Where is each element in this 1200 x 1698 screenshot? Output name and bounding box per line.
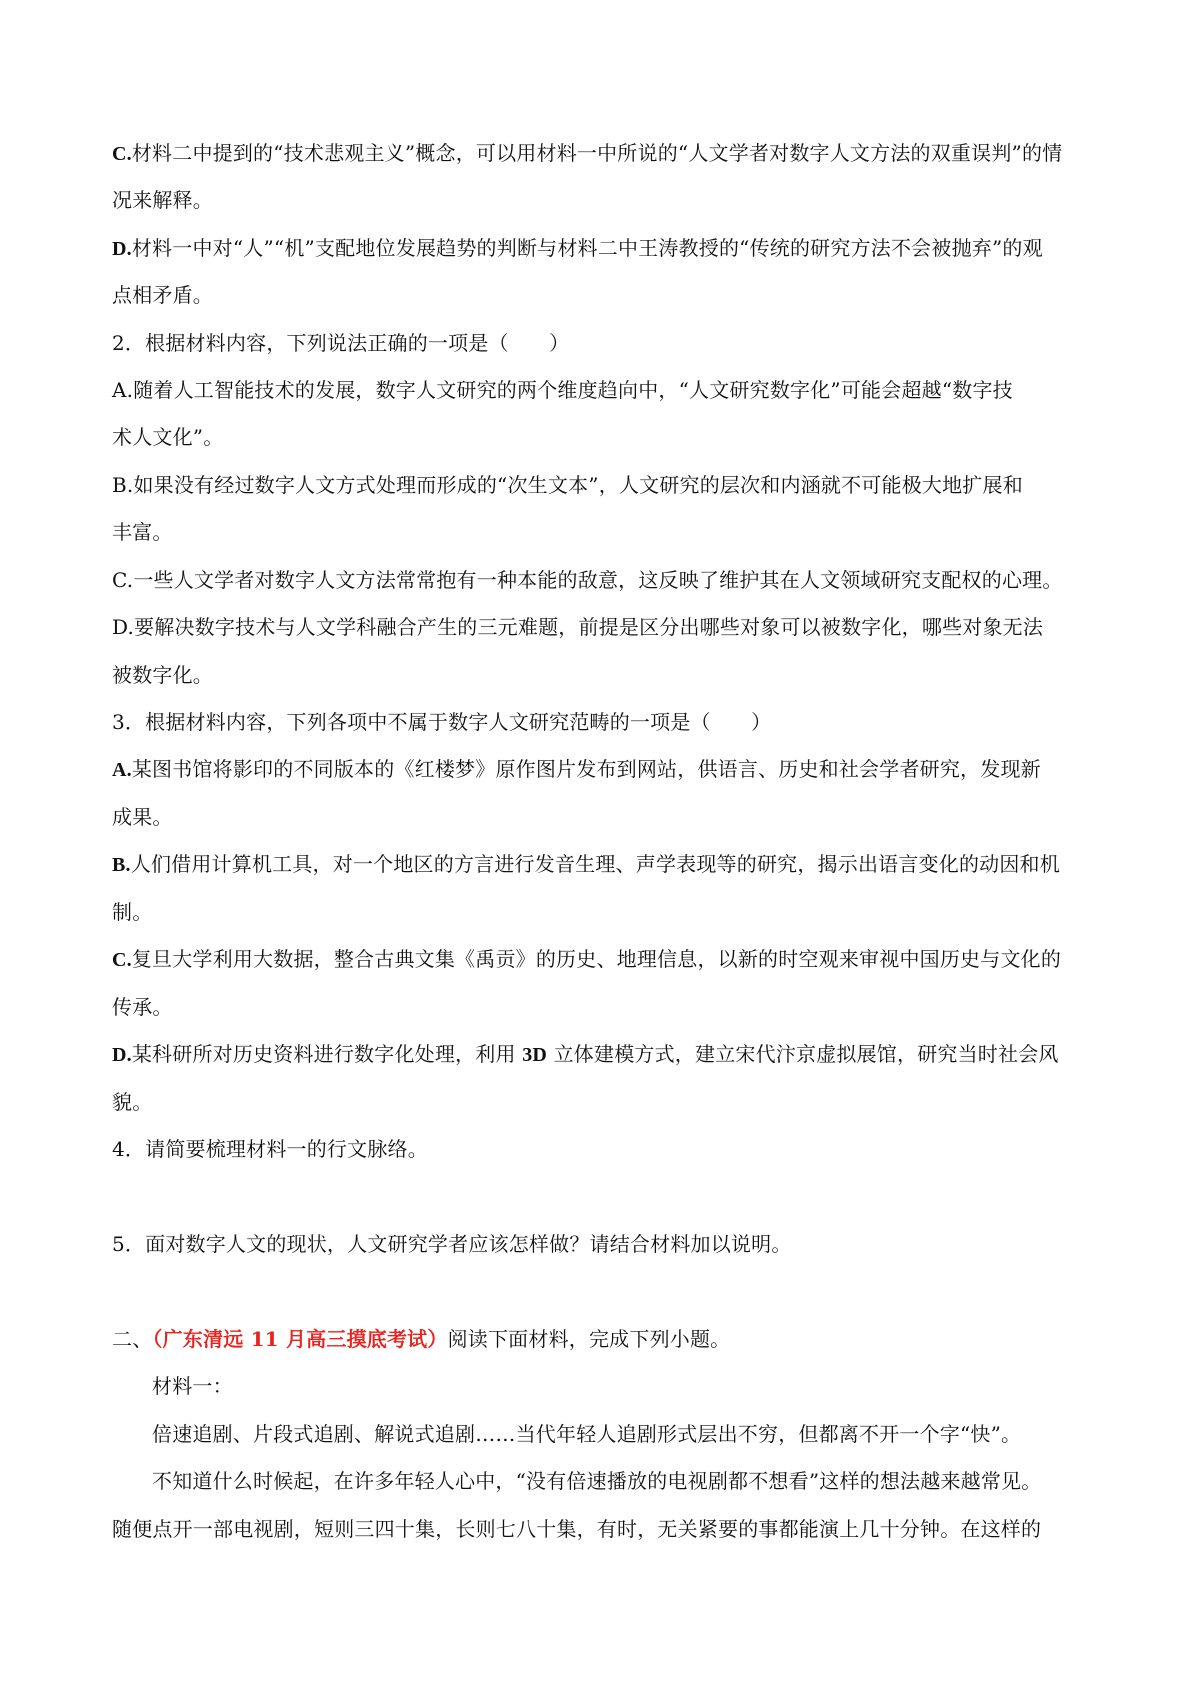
q3-option-d-line2: 貌。 xyxy=(112,1090,153,1114)
q1-option-d-line2: 点相矛盾。 xyxy=(112,283,213,307)
q2-option-d-line2: 被数字化。 xyxy=(112,663,213,687)
option-text: 立体建模方式，建立宋代汴京虚拟展馆，研究当时社会风 xyxy=(547,1042,1059,1066)
option-text: 材料二中提到的“技术悲观主义”概念，可以用材料一中所说的“人文学者对数字人文方法的双重误判”的情 xyxy=(131,141,1063,165)
q3-option-b-line1 xyxy=(112,849,1102,880)
q2-option-b-line2: 丰富。 xyxy=(112,520,173,544)
q3-option-a-line1 xyxy=(112,754,1102,785)
option-letter: D. xyxy=(112,238,132,260)
option-text-bold: 3D xyxy=(522,1044,548,1066)
q5-stem: 5．面对数字人文的现状，人文研究学者应该怎样做？请结合材料加以说明。 xyxy=(112,1232,792,1256)
q2-option-d-line1: D.要解决数字技术与人文学科融合产生的三元难题，前提是区分出哪些对象可以被数字化，哪些对象无法 xyxy=(112,615,1044,639)
q3-option-c-line2: 传承。 xyxy=(112,995,173,1019)
option-letter: C. xyxy=(112,949,132,971)
q1-option-d-line1 xyxy=(112,233,1102,264)
q2-option-b-line1: B.如果没有经过数字人文方式处理而形成的“次生文本”，人文研究的层次和内涵就不可能极大地扩展和 xyxy=(112,473,1023,497)
q4-stem: 4．请简要梳理材料一的行文脉络。 xyxy=(112,1137,428,1161)
exam-source: （广东清远 11 月高三摸底考试） xyxy=(152,1327,448,1351)
option-text: 某图书馆将影印的不同版本的《红楼梦》原作图片发布到网站，供语言、历史和社会学者研究，发现新 xyxy=(131,757,1041,781)
section-number: 二、 xyxy=(112,1327,153,1351)
q2-option-a-line2: 术人文化”。 xyxy=(112,425,224,449)
q1-option-c-line2: 况来解释。 xyxy=(112,188,213,212)
q1-option-c-line1 xyxy=(112,138,1102,169)
q3-stem: 3．根据材料内容，下列各项中不属于数字人文研究范畴的一项是（ ） xyxy=(112,710,772,734)
option-letter: D. xyxy=(112,1044,132,1066)
q3-option-d-line1 xyxy=(112,1039,1102,1070)
option-letter: C. xyxy=(112,143,132,165)
option-letter: B. xyxy=(112,854,131,876)
material-label: 材料一： xyxy=(152,1374,233,1398)
option-letter: A. xyxy=(112,759,132,781)
option-text: 某科研所对历史资料进行数字化处理，利用 xyxy=(131,1042,523,1066)
section-instruction: 阅读下面材料，完成下列小题。 xyxy=(447,1327,731,1351)
q2-stem: 2．根据材料内容，下列说法正确的一项是（ ） xyxy=(112,331,570,355)
q3-option-a-line2: 成果。 xyxy=(112,805,173,829)
material-paragraph-2-line1: 不知道什么时候起，在许多年轻人心中，“没有倍速播放的电视剧都不想看”这样的想法越来越常见。 xyxy=(152,1469,1042,1493)
q2-option-c-line1: C.一些人文学者对数字人文方法常常抱有一种本能的敌意，这反映了维护其在人文领域研究支配权的心理。 xyxy=(112,568,1063,592)
material-paragraph-1: 倍速追剧、片段式追剧、解说式追剧……当代年轻人追剧形式层出不穷，但都离不开一个字“快”。 xyxy=(152,1422,1022,1446)
q3-option-b-line2: 制。 xyxy=(112,900,153,924)
q2-option-a-line1: A.随着人工智能技术的发展，数字人文研究的两个维度趋向中，“人文研究数字化”可能会超越“数字技 xyxy=(112,378,1013,402)
option-text: 人们借用计算机工具，对一个地区的方言进行发音生理、声学表现等的研究，揭示出语言变化的动因和机 xyxy=(130,852,1060,876)
material-paragraph-2-line2: 随便点开一部电视剧，短则三四十集，长则七八十集，有时，无关紧要的事都能演上几十分钟。在这样的 xyxy=(112,1517,1042,1541)
option-text: 材料一中对“人”“机”支配地位发展趋势的判断与材料二中王涛教授的“传统的研究方法不会被抛弃”的观 xyxy=(131,236,1043,260)
option-text: 复旦大学利用大数据，整合古典文集《禹贡》的历史、地理信息，以新的时空观来审视中国历史与文化的 xyxy=(131,947,1062,971)
q3-option-c-line1 xyxy=(112,944,1102,975)
section-two-heading xyxy=(112,1324,1102,1354)
